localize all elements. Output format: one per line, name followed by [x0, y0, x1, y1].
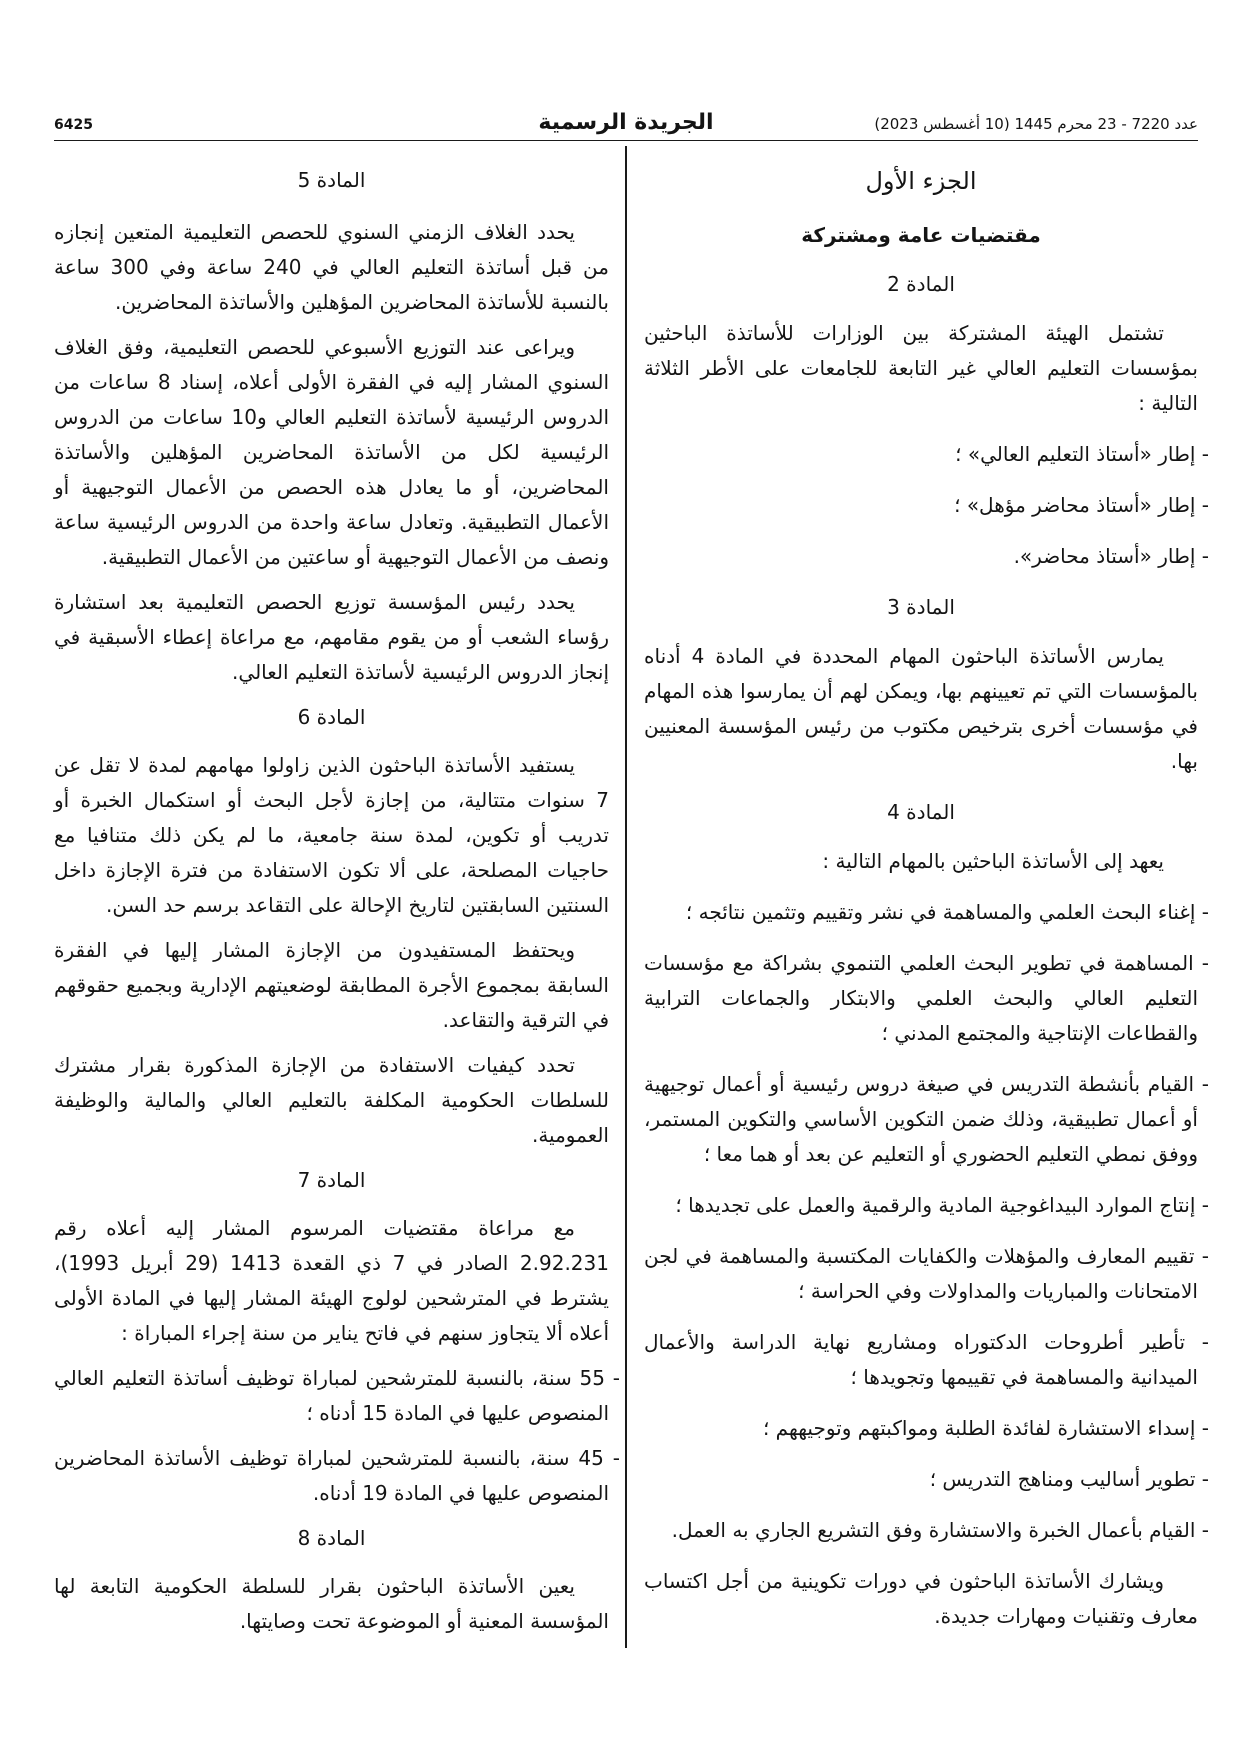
article-paragraph: تحدد كيفيات الاستفادة من الإجازة المذكورة بقرار مشترك للسلطات الحكومية المكلفة بالتعليم العالي والمالية والوظيفة العمومية. [54, 1053, 609, 1147]
article-heading: المادة 7 [297, 1168, 366, 1192]
list-item: - إطار «أستاذ التعليم العالي» ؛ [955, 442, 1209, 466]
article-intro: مع مراعاة مقتضيات المرسوم المشار إليه أعلاه رقم 2.92.231 الصادر في 7 ذي القعدة 1413 (29 أبريل 1993)، يشترط في المترشحين لولوج الهيئة المشار إليها في المادة الأولى أعلاه ألا يتجاوز سنهم في فاتح يناير من سنة إجراء المباراة : [54, 1216, 609, 1345]
article-heading: المادة 6 [297, 705, 366, 729]
article-paragraph: ويراعى عند التوزيع الأسبوعي للحصص التعليمية، وفق الغلاف السنوي المشار إليه في الفقرة الأولى أعلاه، إسناد 8 ساعات من الدروس الرئيسية لأساتذة التعليم العالي و10 ساعات من الدروس الرئيسية لكل من الأساتذة المحاضرين المؤهلين والأساتذة المحاضرين، أو ما يعادل هذه الحصص من الأعمال التوجيهية أو الأعمال التطبيقية. وتعادل ساعة واحدة من الدروس الرئيسية ساعة ونصف من الأعمال التوجيهية أو ساعتين من الأعمال التطبيقية. [54, 335, 610, 569]
article-heading: المادة 8 [297, 1526, 366, 1550]
part-title: الجزء الأول [865, 167, 977, 195]
article-6 [54, 700, 609, 1153]
article-4 [644, 795, 1209, 1634]
column-left [54, 163, 621, 1639]
article-3 [644, 590, 1198, 779]
gazette-title: الجريدة الرسمية [538, 110, 714, 135]
closing-paragraph: ويشارك الأساتذة الباحثون في دورات تكوينية من أجل اكتساب معارف وتقنيات ومهارات جديدة. [644, 1569, 1198, 1628]
list-item: - القيام بأعمال الخبرة والاستشارة وفق التشريع الجاري به العمل. [671, 1518, 1209, 1542]
article-paragraph: ويحتفظ المستفيدون من الإجازة المشار إليها في الفقرة السابقة بمجموع الأجرة المطابقة لوضعيتهم الإدارية وبجميع حقوقهم في الترقية والتقاعد. [54, 938, 609, 1032]
article-heading: المادة 3 [887, 595, 955, 619]
list-item: - القيام بأنشطة التدريس في صيغة دروس رئيسية أو أعمال توجيهية أو أعمال تطبيقية، وذلك ضمن التكوين الأساسي والتكوين المستمر، ووفق نمطي التعليم الحضوري أو التعليم عن بعد أو هما معا ؛ [644, 1072, 1209, 1166]
list-item: - 45 سنة، بالنسبة للمترشحين لمباراة توظيف الأساتذة المحاضرين المنصوص عليها في المادة 19 أدناه. [54, 1446, 620, 1505]
column-divider [625, 146, 627, 1648]
issue-info: عدد 7220 - 23 محرم 1445 (10 أغسطس 2023) [874, 115, 1198, 133]
article-5 [54, 163, 609, 690]
article-heading: المادة 2 [887, 272, 955, 296]
list-item: - تطوير أساليب ومناهج التدريس ؛ [929, 1467, 1209, 1491]
list-item: - تقييم المعارف والمؤهلات والكفايات المكتسبة والمساهمة في لجن الامتحانات والمباريات والمداولات وفي الحراسة ؛ [644, 1244, 1209, 1303]
article-intro: يعهد إلى الأساتذة الباحثين بالمهام التالية : [822, 849, 1164, 873]
article-paragraph: يمارس الأساتذة الباحثون المهام المحددة في المادة 4 أدناه بالمؤسسات التي تم تعيينهم بها، ويمكن لهم أن يمارسوا هذه المهام في مؤسسات أخرى بترخيص مكتوب من رئيس المؤسسة المعنيين بها. [644, 644, 1198, 773]
article-paragraph: يعين الأساتذة الباحثون بقرار للسلطة الحكومية التابعة لها المؤسسة المعنية أو الموضوعة تحت وصايتها. [54, 1574, 609, 1633]
list-item: - 55 سنة، بالنسبة للمترشحين لمباراة توظيف أساتذة التعليم العالي المنصوص عليها في المادة 15 أدناه ؛ [54, 1366, 621, 1425]
list-item: - إغناء البحث العلمي والمساهمة في نشر وتقييم وتثمين نتائجه ؛ [685, 900, 1209, 924]
article-7 [54, 1163, 621, 1511]
page-number: 6425 [54, 117, 93, 133]
article-heading: المادة 5 [297, 168, 366, 192]
page-header [54, 104, 1198, 136]
list-item: - إنتاج الموارد البيداغوجية المادية والرقمية والعمل على تجديدها ؛ [675, 1193, 1209, 1217]
list-item: - تأطير أطروحات الدكتوراه ومشاريع نهاية الدراسة والأعمال الميدانية والمساهمة في تقييمها وتجويدها ؛ [644, 1330, 1209, 1389]
article-paragraph: يحدد الغلاف الزمني السنوي للحصص التعليمية المتعين إنجازه من قبل أساتذة التعليم العالي في 240 ساعة وفي 300 ساعة بالنسبة للأساتذة المحاضرين المؤهلين والأساتذة المحاضرين. [54, 220, 609, 314]
article-8 [54, 1521, 609, 1639]
article-paragraph: يحدد رئيس المؤسسة توزيع الحصص التعليمية بعد استشارة رؤساء الشعب أو من يقوم مقامهم، مع مراعاة إعطاء الأسبقية في إنجاز الدروس الرئيسية لأساتذة التعليم العالي. [54, 590, 609, 684]
article-intro: تشتمل الهيئة المشتركة بين الوزارات للأساتذة الباحثين بمؤسسات التعليم العالي غير التابعة للجامعات على الأطر الثلاثة التالية : [644, 321, 1198, 415]
article-2 [644, 267, 1209, 574]
list-item: - إطار «أستاذ محاضر». [1013, 544, 1209, 568]
article-heading: المادة 4 [887, 800, 955, 824]
section-title: مقتضيات عامة ومشتركة [801, 223, 1041, 247]
list-item: - المساهمة في تطوير البحث العلمي التنموي بشراكة مع مؤسسات التعليم العالي والبحث العلمي والابتكار والجماعات الترابية والقطاعات الإنتاجية والمجتمع المدني ؛ [644, 951, 1209, 1045]
article-paragraph: يستفيد الأساتذة الباحثون الذين زاولوا مهامهم لمدة لا تقل عن 7 سنوات متتالية، من إجازة لأجل البحث أو استكمال الخبرة أو تدريب أو تكوين، لمدة سنة جامعية، ما لم يكن ذلك متنافيا مع حاجيات المصلحة، على ألا تكون الاستفادة من فترة الإجازة داخل السنتين السابقتين لتاريخ الإحالة على التقاعد برسم حد السن. [54, 753, 609, 917]
list-item: - إطار «أستاذ محاضر مؤهل» ؛ [954, 493, 1209, 517]
header-rule [54, 140, 1198, 141]
list-item: - إسداء الاستشارة لفائدة الطلبة ومواكبتهم وتوجيههم ؛ [762, 1416, 1209, 1440]
column-right [644, 163, 1209, 1634]
